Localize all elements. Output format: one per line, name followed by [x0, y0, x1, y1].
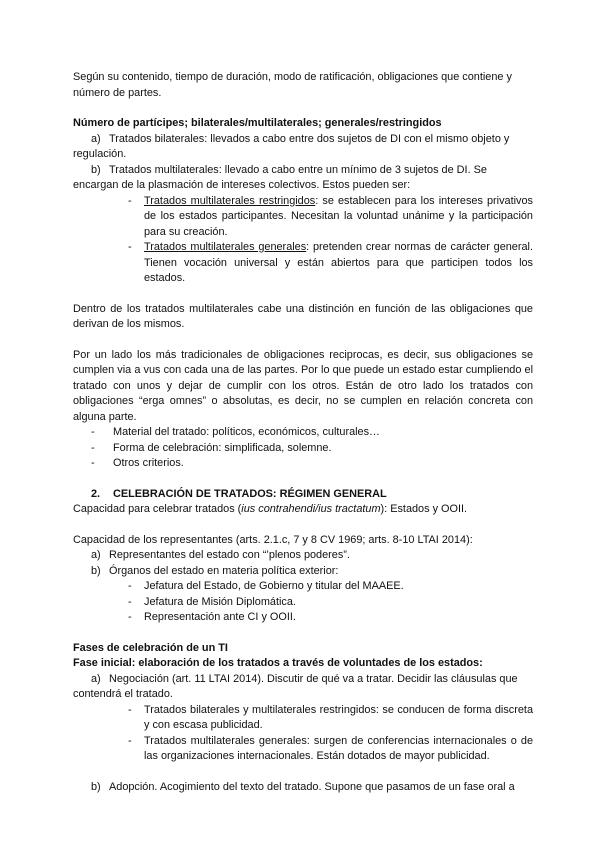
dash-bullet: -	[91, 441, 95, 454]
list-label: b)	[91, 163, 101, 176]
multilateral-type-generales	[128, 240, 533, 287]
fase-inicial-heading: Fase inicial: elaboración de los tratados a través de voluntades de los estados:	[73, 657, 483, 669]
definition: : se establecen para los intereses privativos de los estados participantes. Necesitan la voluntad unánime y la participación para su creación.	[144, 194, 533, 238]
dash-bullet: -	[128, 734, 132, 747]
term: Tratados multilaterales restringidos	[144, 194, 316, 207]
list-item: b) Órganos del estado en materia política exterior:	[91, 564, 339, 577]
participes-heading: Número de partícipes; bilaterales/multilaterales; generales/restringidos	[73, 117, 442, 129]
latin-term: ius contrahendi/ius tractatum	[241, 503, 381, 515]
list-item: - Tratados bilaterales y multilaterales restringidos: se conducen de forma discreta y con escasa publicidad.	[128, 703, 533, 734]
dash-bullet: -	[128, 241, 132, 253]
list-text: Tratados multilaterales: llevado a cabo entre un mínimo de 3 sujetos de DI. Se	[109, 163, 487, 176]
list-text: Material del tratado: políticos, económicos, culturales…	[113, 426, 380, 438]
list-text: Otros criterios.	[113, 457, 184, 469]
list-item: - Jefatura del Estado, de Gobierno y titular del MAAEE.	[128, 579, 533, 595]
list-text: Tratados bilaterales: llevados a cabo entre dos sujetos de DI con el mismo objeto y	[109, 132, 510, 145]
list-item: - Tratados multilaterales generales: surgen de conferencias internacionales o de las organizaciones internacionales. Están dotados de mayor publicidad.	[128, 734, 533, 765]
dash-bullet: -	[128, 595, 132, 608]
list-item: - Jefatura de Misión Diplomática.	[128, 595, 533, 611]
intro-paragraph: Según su contenido, tiempo de duración, modo de ratificación, obligaciones que contiene y número de partes.	[73, 71, 512, 99]
list-item-a	[73, 132, 533, 148]
section-title: CELEBRACIÓN DE TRATADOS: RÉGIMEN GENERAL	[113, 487, 387, 500]
dash-bullet: -	[128, 611, 132, 623]
list-item-negociacion: a) Negociación (art. 11 LTAI 2014). Discutir de qué va a tratar. Decidir las cláusulas que	[91, 672, 518, 685]
dash-bullet: -	[128, 194, 132, 207]
fases-heading: Fases de celebración de un TI	[73, 641, 228, 654]
list-label: a)	[91, 132, 101, 145]
definition: : pretenden crear normas de carácter general. Tienen vocación universal y están abiertos para que participen todos los estados.	[144, 241, 533, 284]
term: Tratados multilaterales generales	[144, 241, 307, 253]
list-item: a) Representantes del estado con “’plenos poderes”.	[91, 549, 350, 561]
section-number: 2.	[91, 487, 101, 500]
dash-bullet: -	[128, 580, 132, 592]
reciprocas-paragraph: Por un lado los más tradicionales de obligaciones reciprocas, es decir, sus obligaciones se cumplen via a vus con cada una de las partes. Por lo que puede un estado estar cumpliendo el tratado con unos y dejar de cumplir con los otros. Están de otro lado los tratados con obligaciones “erga omnes” o absolutas, es decir, no se cumplen en relación concreta con alguna parte.	[73, 348, 533, 423]
list-item: - Representación ante CI y OOII.	[128, 610, 533, 626]
list-item-b-continuation: encargan de la plasmación de intereses colectivos. Estos pueden ser:	[73, 179, 411, 191]
dentro-paragraph: Dentro de los tratados multilaterales cabe una distinción en función de las obligaciones que derivan de los mismos.	[73, 302, 533, 330]
document-page	[73, 70, 533, 795]
dash-bullet: -	[128, 703, 132, 716]
negociacion-continuation: contendrá el tratado.	[73, 688, 173, 700]
list-item-adopcion: b) Adopción. Acogimiento del texto del tratado. Supone que pasamos de un fase oral a	[91, 780, 515, 793]
list-item	[91, 441, 533, 457]
capacidad-paragraph: Capacidad para celebrar tratados (ius contrahendi/ius tractatum): Estados y OOII.	[73, 503, 468, 515]
list-item	[91, 456, 533, 472]
dash-bullet: -	[91, 457, 95, 469]
representantes-paragraph: Capacidad de los representantes (arts. 2.1.c, 7 y 8 CV 1969; arts. 8-10 LTAI 2014):	[73, 533, 473, 546]
list-item	[91, 425, 533, 441]
list-item-b	[73, 163, 533, 179]
multilateral-type-restringidos	[128, 194, 533, 241]
list-item-a-continuation: regulación.	[73, 148, 127, 160]
section-2-heading	[91, 487, 533, 503]
dash-bullet: -	[91, 426, 95, 438]
list-text: Forma de celebración: simplificada, solemne.	[113, 441, 332, 454]
